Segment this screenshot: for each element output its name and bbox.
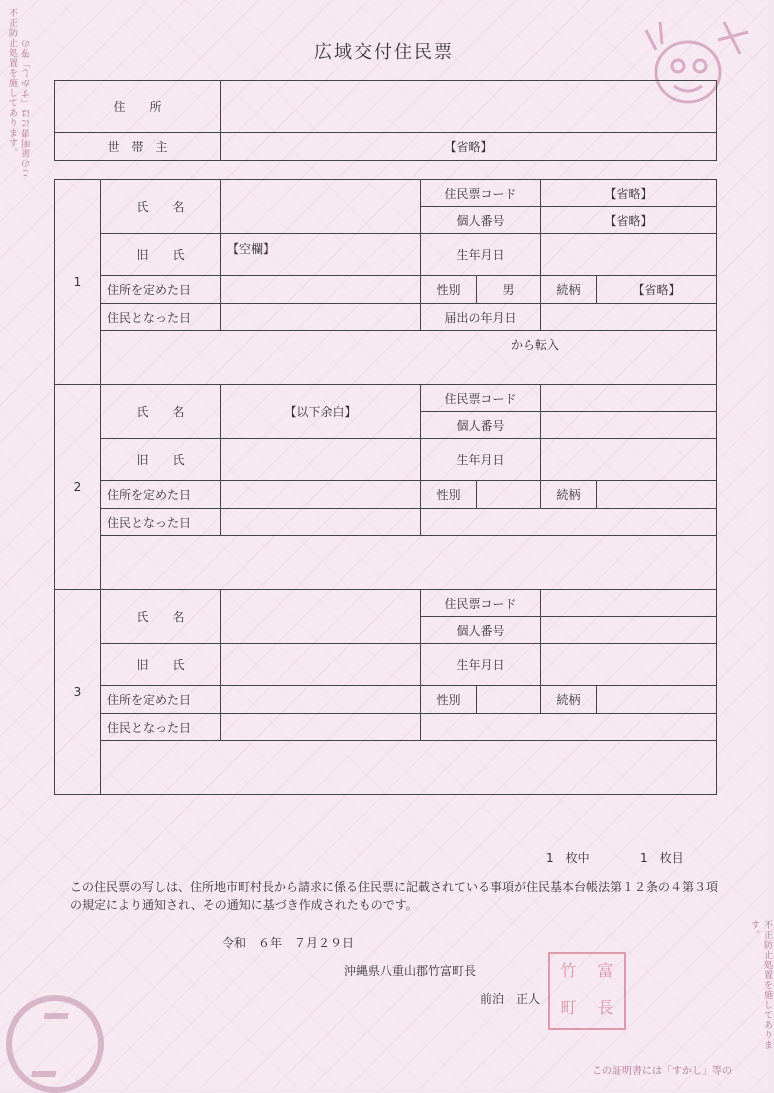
resident-date-extra bbox=[421, 714, 717, 741]
address-date-label: 住所を定めた日 bbox=[101, 276, 221, 304]
resident-date-value bbox=[221, 304, 421, 331]
issuer-name: 前泊 正人 bbox=[480, 992, 541, 1006]
mynumber-value bbox=[541, 412, 717, 439]
birthdate-label: 生年月日 bbox=[421, 644, 541, 686]
sex-label: 性別 bbox=[421, 686, 477, 714]
name-label: 氏 名 bbox=[101, 180, 221, 234]
person-number: 2 bbox=[55, 385, 101, 590]
page-count: 1 枚中 bbox=[546, 851, 590, 865]
issue-date: 令和 ６年 ７月２９日 bbox=[222, 936, 355, 950]
name-label: 氏 名 bbox=[101, 385, 221, 439]
watermark-left: 不正防止処置を施してあります。 bbox=[7, 8, 17, 158]
notify-date-label: 届出の年月日 bbox=[421, 304, 541, 331]
town-emblem-icon bbox=[6, 995, 104, 1093]
resident-code-value: 【省略】 bbox=[541, 180, 717, 207]
person-number: 3 bbox=[55, 590, 101, 795]
person-block-1 bbox=[54, 179, 717, 385]
householder-label: 世 帯 主 bbox=[55, 133, 221, 161]
page-index: 1 枚目 bbox=[640, 851, 684, 865]
address-date-value bbox=[221, 276, 421, 304]
sex-value: 男 bbox=[477, 276, 541, 304]
seal-char: 竹 bbox=[560, 961, 577, 980]
former-name-label: 旧 氏 bbox=[101, 644, 221, 686]
name-value: 【以下余白】 bbox=[221, 385, 421, 439]
notify-date-value bbox=[541, 304, 717, 331]
former-name-value bbox=[221, 644, 421, 686]
seal-char: 富 bbox=[597, 961, 614, 980]
resident-code-label: 住民票コード bbox=[421, 180, 541, 207]
name-value bbox=[221, 590, 421, 644]
relation-label: 続柄 bbox=[541, 481, 597, 509]
resident-date-label: 住民となった日 bbox=[101, 509, 221, 536]
header-table bbox=[54, 80, 717, 161]
former-name-value: 【空欄】 bbox=[221, 234, 421, 276]
address-date-label: 住所を定めた日 bbox=[101, 481, 221, 509]
birthdate-value bbox=[541, 644, 717, 686]
sex-label: 性別 bbox=[421, 276, 477, 304]
name-value bbox=[221, 180, 421, 234]
seal-char: 町 bbox=[560, 998, 577, 1017]
mynumber-label: 個人番号 bbox=[421, 412, 541, 439]
resident-code-value bbox=[541, 590, 717, 617]
resident-date-value bbox=[221, 509, 421, 536]
address-date-value bbox=[221, 481, 421, 509]
seal-char: 長 bbox=[597, 998, 614, 1017]
birthdate-value bbox=[541, 234, 717, 276]
relation-label: 続柄 bbox=[541, 276, 597, 304]
relation-value: 【省略】 bbox=[597, 276, 717, 304]
mynumber-value bbox=[541, 617, 717, 644]
mynumber-label: 個人番号 bbox=[421, 207, 541, 234]
watermark-bottom-note: この証明書には「すかし」等の bbox=[592, 1066, 732, 1077]
former-name-value bbox=[221, 439, 421, 481]
sex-value bbox=[477, 686, 541, 714]
birthdate-label: 生年月日 bbox=[421, 234, 541, 276]
person-block-3 bbox=[54, 589, 717, 795]
resident-date-label: 住民となった日 bbox=[101, 304, 221, 331]
remarks-extra bbox=[101, 359, 717, 385]
remarks bbox=[101, 741, 717, 795]
householder-value: 【省略】 bbox=[221, 133, 717, 161]
mynumber-label: 個人番号 bbox=[421, 617, 541, 644]
remarks bbox=[101, 536, 717, 590]
birthdate-label: 生年月日 bbox=[421, 439, 541, 481]
resident-code-label: 住民票コード bbox=[421, 385, 541, 412]
remarks: から転入 bbox=[101, 331, 717, 359]
resident-code-label: 住民票コード bbox=[421, 590, 541, 617]
address-date-value bbox=[221, 686, 421, 714]
resident-date-value bbox=[221, 714, 421, 741]
relation-value bbox=[597, 481, 717, 509]
resident-code-value bbox=[541, 385, 717, 412]
official-seal bbox=[548, 952, 626, 1030]
sex-label: 性別 bbox=[421, 481, 477, 509]
watermark-left-2: この証明書には「すかし」等の bbox=[22, 38, 32, 178]
relation-label: 続柄 bbox=[541, 686, 597, 714]
watermark-right: 不正防止処置を施してあります。 bbox=[749, 920, 772, 1050]
resident-date-extra bbox=[421, 509, 717, 536]
birthdate-value bbox=[541, 439, 717, 481]
person-block-2 bbox=[54, 384, 717, 590]
resident-date-label: 住民となった日 bbox=[101, 714, 221, 741]
sex-value bbox=[477, 481, 541, 509]
address-date-label: 住所を定めた日 bbox=[101, 686, 221, 714]
address-label: 住 所 bbox=[55, 81, 221, 133]
issuer-title: 沖縄県八重山郡竹富町長 bbox=[344, 964, 477, 978]
certification-text: この住民票の写しは、住所地市町村長から請求に係る住民票に記載されている事項が住民基本台帳法第１２条の４第３項の規定により通知され、その通知に基づき作成されたものです。 bbox=[70, 880, 719, 912]
address-value bbox=[221, 81, 717, 133]
person-number: 1 bbox=[55, 180, 101, 385]
relation-value bbox=[597, 686, 717, 714]
document-title: 広域交付住民票 bbox=[314, 42, 454, 63]
former-name-label: 旧 氏 bbox=[101, 234, 221, 276]
mynumber-value: 【省略】 bbox=[541, 207, 717, 234]
former-name-label: 旧 氏 bbox=[101, 439, 221, 481]
name-label: 氏 名 bbox=[101, 590, 221, 644]
